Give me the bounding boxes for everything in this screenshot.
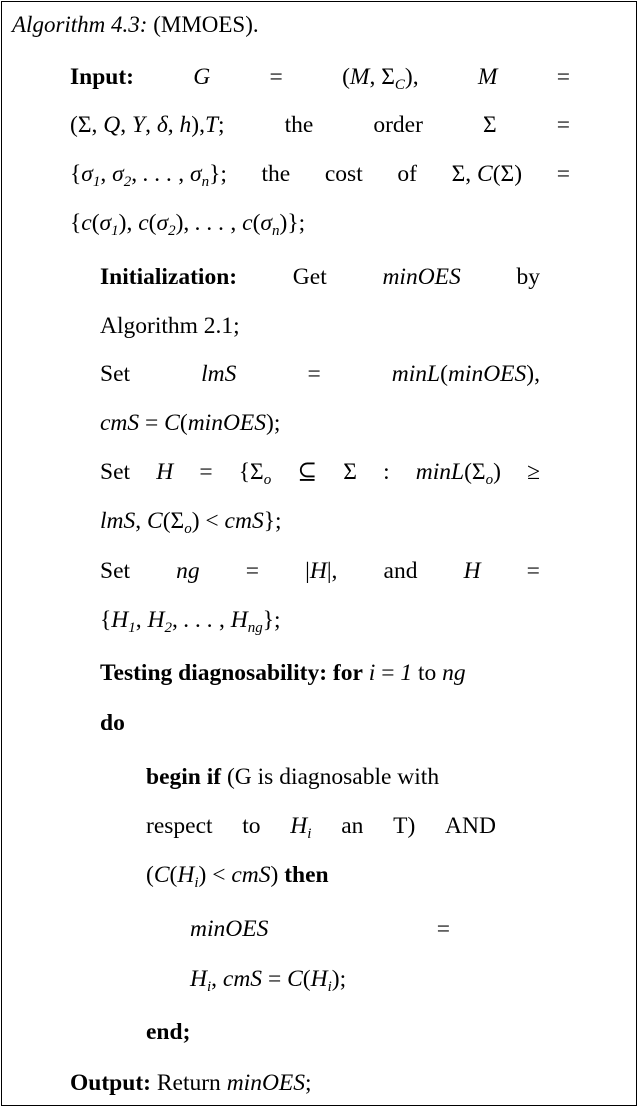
if-token: respect	[146, 813, 213, 839]
assign-token: =	[436, 916, 450, 942]
loop-bound: ng	[442, 660, 466, 686]
begin-if-keyword: begin if	[146, 764, 222, 790]
init-token: =	[526, 558, 540, 584]
input-token: G	[193, 64, 211, 90]
input-token: =	[556, 161, 570, 187]
initialization-keyword: Initialization:	[100, 264, 238, 290]
input-line-2	[70, 110, 570, 140]
loop-condition: i = 1	[368, 660, 413, 686]
init-token: {$\Sigma_o$	[238, 459, 272, 488]
do-keyword: do	[100, 710, 125, 736]
input-keyword: Input:	[70, 64, 135, 90]
output-line	[70, 1068, 312, 1098]
if-token: to	[242, 813, 261, 839]
init-token: Set	[100, 361, 131, 387]
init-token: minL(minOES),	[391, 361, 540, 387]
input-line-1	[70, 62, 570, 92]
input-token: =	[556, 112, 570, 138]
init-token: minOES	[382, 264, 461, 290]
output-value: minOES;	[226, 1070, 312, 1096]
input-token: (M, $\Sigma_C$),	[342, 64, 419, 93]
input-line-4	[70, 208, 305, 238]
init-token: by	[516, 264, 540, 290]
for-keyword: for	[332, 660, 363, 686]
init-token: and	[383, 558, 418, 584]
init-token: cmS = C(minOES);	[100, 410, 281, 436]
init-token: H	[463, 558, 481, 584]
input-token: M	[477, 64, 498, 90]
init-line-7	[100, 556, 540, 586]
if-token: AND	[445, 813, 496, 839]
init-line-6	[100, 506, 282, 536]
end-keyword: end;	[146, 1019, 191, 1045]
init-token: lmS, $C(\Sigma_o) < cmS$};	[100, 508, 282, 537]
init-token: H	[156, 459, 174, 485]
if-token: an	[341, 813, 364, 839]
if-token: T)	[393, 813, 416, 839]
input-token: order	[373, 112, 423, 138]
init-token: :	[383, 459, 390, 485]
if-token: $H_i$	[290, 813, 312, 842]
if-condition-part-3: $(C(H_i) < cmS)$	[146, 862, 279, 891]
init-token: $\min L(\Sigma_o)$	[415, 459, 501, 488]
then-keyword: then	[284, 862, 329, 888]
init-line-3	[100, 359, 540, 389]
assign-line-2: $H_i$, cmS = $C(H_i)$;	[190, 966, 347, 995]
if-line-1	[146, 762, 439, 792]
input-token: =	[269, 64, 283, 90]
assign-token: minOES	[190, 916, 269, 942]
init-token: =	[307, 361, 321, 387]
input-line-3	[70, 159, 570, 189]
init-token: ng	[176, 558, 200, 584]
input-token: {$\sigma_1$, $\sigma_2$, . . . , $\sigma_n$};	[70, 161, 227, 190]
init-line-8	[100, 605, 281, 635]
algorithm-name: (MMOES).	[153, 12, 259, 37]
output-keyword: Output:	[70, 1070, 151, 1096]
init-token: ⊆	[297, 459, 318, 485]
testing-keyword: Testing diagnosability:	[100, 660, 328, 686]
init-token: Set	[100, 558, 131, 584]
if-condition-part-1: (G is diagnosable with	[226, 764, 440, 790]
assign-line-1	[190, 914, 450, 944]
input-token: Σ, C(Σ)	[451, 161, 523, 187]
init-token: Σ	[343, 459, 357, 485]
input-token: {$c(\sigma_1)$, $c(\sigma_2)$, . . . , $c(\sigma_n)$};	[70, 210, 306, 239]
init-token: =	[245, 558, 260, 584]
init-token: {$H_1$, $H_2$, . . . , $H_{ng}$};	[100, 607, 281, 636]
to-keyword: to	[417, 660, 437, 686]
init-line-4	[100, 408, 280, 438]
algorithm-box	[1, 1, 637, 1106]
input-token: of	[397, 161, 417, 187]
init-line-2	[100, 311, 240, 341]
init-line-1	[100, 262, 540, 292]
init-token: =	[199, 459, 213, 485]
input-token: cost	[324, 161, 363, 187]
init-token: lmS	[201, 361, 237, 387]
if-line-3	[146, 860, 329, 890]
init-token: |H|,	[305, 558, 338, 584]
input-token: =	[556, 64, 570, 90]
algorithm-label: Algorithm 4.3:	[12, 12, 148, 37]
init-token: Get	[292, 264, 327, 290]
input-token: the	[261, 161, 291, 187]
init-line-5	[100, 457, 540, 487]
if-line-2	[146, 811, 496, 841]
algorithm-title	[12, 10, 259, 40]
input-token: (Σ, Q, Y, δ, h),T;	[70, 112, 225, 138]
init-token: Set	[100, 459, 131, 485]
testing-line	[100, 658, 466, 688]
input-token: Σ	[482, 112, 497, 138]
input-token: the	[284, 112, 314, 138]
output-text: Return	[156, 1070, 221, 1096]
init-token: Algorithm 2.1;	[100, 313, 240, 339]
init-token: ≥	[527, 459, 540, 485]
